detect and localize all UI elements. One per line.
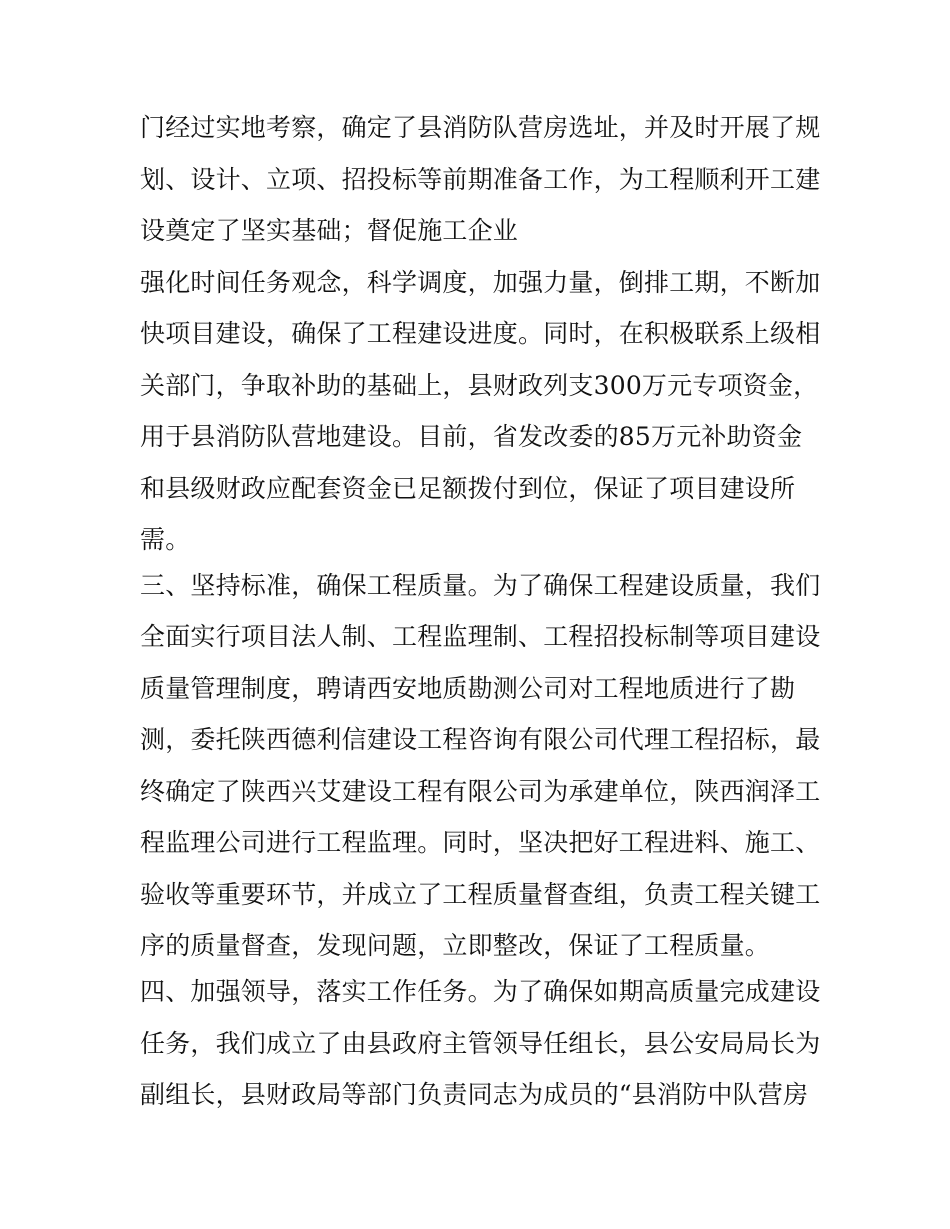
text-line: 任务，我们成立了由县政府主管领导任组长，县公安局局长为: [140, 1029, 821, 1058]
text-line: 全面实行项目法人制、工程监理制、工程招投标制等项目建设: [140, 622, 821, 651]
text-line: 关部门，争取补助的基础上，县财政列支300万元专项资金，: [140, 371, 819, 400]
text-line: 快项目建设，确保了工程建设进度。同时，在积极联系上级相: [140, 319, 821, 348]
text-line: 划、设计、立项、招投标等前期准备工作，为工程顺利开工建: [140, 165, 821, 194]
text-line: 门经过实地考察，确定了县消防队营房选址，并及时开展了规: [140, 113, 821, 142]
text-line: 程监理公司进行工程监理。同时，坚决把好工程进料、施工、: [140, 828, 821, 857]
text-line: 验收等重要环节，并成立了工程质量督查组，负责工程关键工: [140, 880, 821, 909]
text-line: 需。: [140, 525, 191, 554]
text-line: 设奠定了坚实基础；督促施工企业: [140, 216, 519, 245]
text-line: 测，委托陕西德利信建设工程咨询有限公司代理工程招标，最: [140, 725, 821, 754]
text-line: 强化时间任务观念，科学调度，加强力量，倒排工期，不断加: [140, 268, 821, 297]
text-line: 终确定了陕西兴艾建设工程有限公司为承建单位，陕西润泽工: [140, 777, 821, 806]
text-line: 序的质量督查，发现问题，立即整改，保证了工程质量。: [140, 931, 771, 960]
text-line: 质量管理制度，聘请西安地质勘测公司对工程地质进行了勘: [140, 674, 796, 703]
text-line: 三、坚持标准，确保工程质量。为了确保工程建设质量，我们: [140, 571, 821, 600]
text-line: 副组长，县财政局等部门负责同志为成员的“县消防中队营房: [140, 1080, 809, 1109]
text-line: 用于县消防队营地建设。目前，省发改委的85万元补助资金: [140, 422, 803, 451]
text-line: 和县级财政应配套资金已足额拨付到位，保证了项目建设所: [140, 474, 796, 503]
text-line: 四、加强领导，落实工作任务。为了确保如期高质量完成建设: [140, 977, 821, 1006]
